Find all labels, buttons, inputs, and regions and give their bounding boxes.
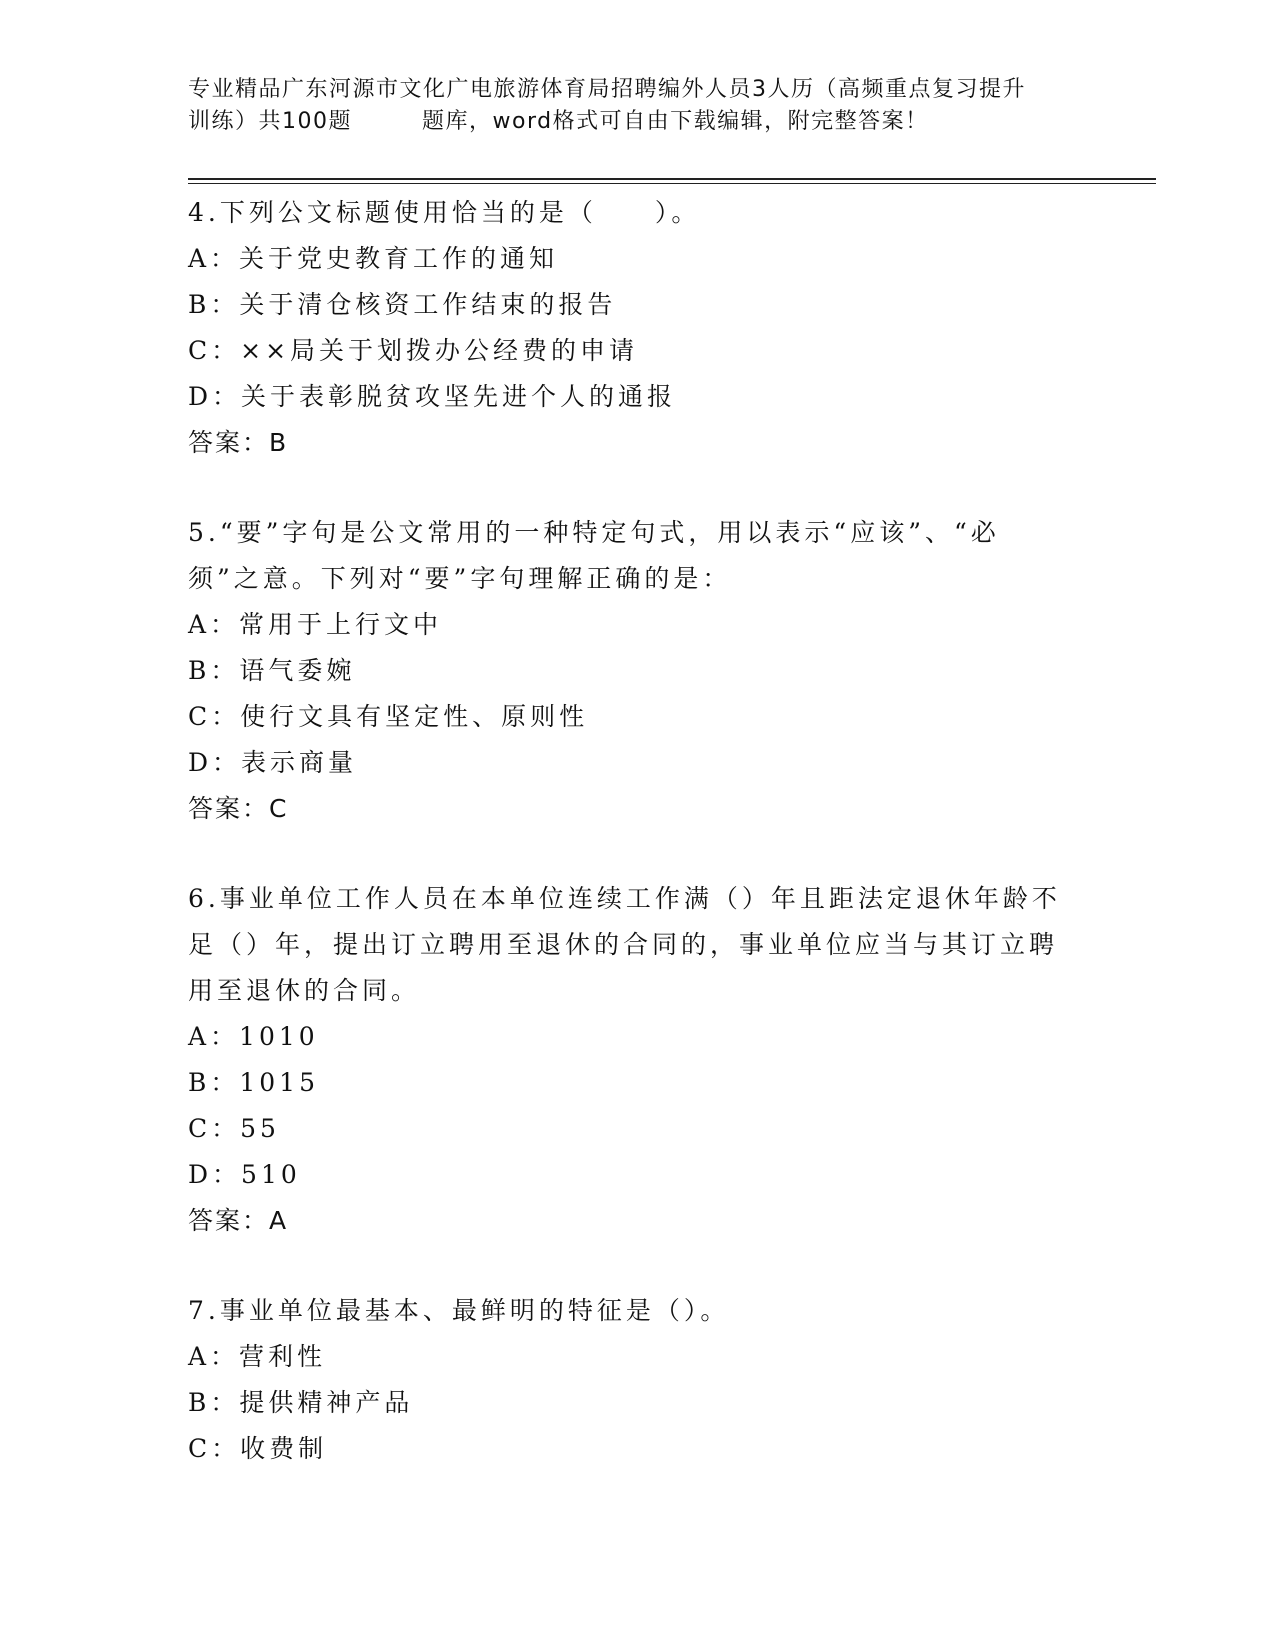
question-stem-line: 须”之意。下列对“要”字句理解正确的是：	[188, 564, 732, 593]
option-c: C：使行文具有坚定性、原则性	[188, 702, 589, 731]
option-b: B：语气委婉	[188, 656, 356, 685]
header-line-2-part-1: 训练）共100题	[188, 109, 352, 134]
question-stem-line: 4.下列公文标题使用恰当的是（ ）。	[188, 198, 701, 227]
option-b: B：提供精神产品	[188, 1388, 414, 1417]
option-a: A：关于党史教育工作的通知	[188, 244, 559, 273]
option-d: D：关于表彰脱贫攻坚先进个人的通报	[188, 382, 677, 411]
answer-line: 答案：B	[188, 428, 289, 457]
option-b: B：1015	[188, 1068, 319, 1097]
option-c: C：收费制	[188, 1434, 328, 1463]
option-c: C：55	[188, 1114, 280, 1143]
question-stem-line: 5.“要”字句是公文常用的一种特定句式，用以表示“应该”、“必	[188, 518, 1000, 547]
question-stem-line: 足（）年，提出订立聘用至退休的合同的，事业单位应当与其订立聘	[188, 930, 1059, 959]
question-stem-line: 6.事业单位工作人员在本单位连续工作满（）年且距法定退休年龄不	[188, 884, 1061, 913]
question-stem-line: 7.事业单位最基本、最鲜明的特征是（）。	[188, 1296, 730, 1325]
document-header	[188, 74, 1088, 138]
question-7	[188, 1288, 1088, 1472]
header-divider-thick	[188, 178, 1156, 180]
header-line-2	[188, 106, 1088, 138]
option-d: D：表示商量	[188, 748, 358, 777]
question-list	[188, 190, 1088, 1472]
question-4	[188, 190, 1088, 466]
option-b: B：关于清仓核资工作结束的报告	[188, 290, 617, 319]
answer-line: 答案：A	[188, 1206, 289, 1235]
header-divider-thin	[188, 183, 1156, 184]
header-line-2-part-2: 题库，word格式可自由下载编辑，附完整答案！	[422, 109, 929, 134]
option-c: C：××局关于划拨办公经费的申请	[188, 336, 639, 365]
question-stem-line: 用至退休的合同。	[188, 976, 421, 1005]
question-5	[188, 510, 1088, 832]
option-a: A：1010	[188, 1022, 319, 1051]
header-line-1: 专业精品广东河源市文化广电旅游体育局招聘编外人员3人历（高频重点复习提升	[188, 77, 1026, 102]
option-d: D：510	[188, 1160, 301, 1189]
question-6	[188, 876, 1088, 1244]
option-a: A：营利性	[188, 1342, 327, 1371]
answer-line: 答案：C	[188, 794, 289, 823]
option-a: A：常用于上行文中	[188, 610, 443, 639]
